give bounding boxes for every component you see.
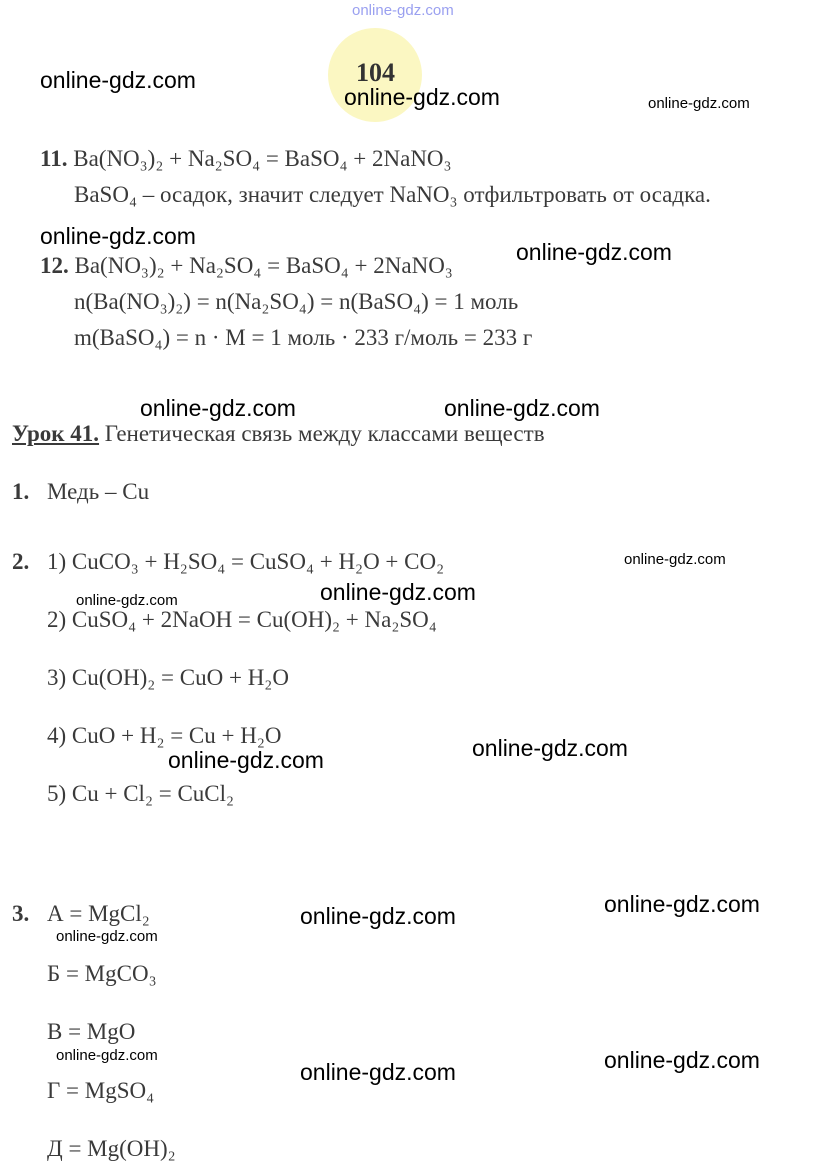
- watermark: online-gdz.com: [56, 1047, 158, 1064]
- task-2-step: 1) CuCO₃ + H₂SO₄ = CuSO₄ + H₂O + CO₂: [47, 549, 445, 574]
- watermark: online-gdz.com: [352, 2, 454, 19]
- page-number: 104: [356, 58, 395, 87]
- problem-12-mass: m(BaSO₄) = n · M = 1 моль · 233 г/моль = 233 г: [74, 325, 533, 350]
- lesson-title: Генетическая связь между классами веществ: [104, 421, 545, 446]
- task-2-step: 2) CuSO₄ + 2NaOH = Cu(OH)₂ + Na₂SO₄: [47, 607, 437, 632]
- watermark: online-gdz.com: [320, 579, 476, 605]
- task-3-answer: Б = MgCO₃: [47, 961, 157, 986]
- watermark: online-gdz.com: [76, 592, 178, 609]
- watermark: online-gdz.com: [624, 551, 726, 568]
- watermark: online-gdz.com: [648, 95, 750, 112]
- problem-number: 12.: [40, 253, 69, 278]
- problem-11-line: [40, 146, 452, 172]
- watermark: online-gdz.com: [300, 1059, 456, 1085]
- task-3-answer: В = MgO: [47, 1019, 136, 1044]
- watermark: online-gdz.com: [168, 747, 324, 773]
- watermark: online-gdz.com: [604, 1047, 760, 1073]
- watermark: online-gdz.com: [472, 735, 628, 761]
- equation: Ba(NO₃)₂ + Na₂SO₄ = BaSO₄ + 2NaNO₃: [73, 146, 452, 171]
- problem-12-moles: n(Ba(NO₃)₂) = n(Na₂SO₄) = n(BaSO₄) = 1 моль: [74, 289, 519, 314]
- task-2-number: 2.: [12, 549, 30, 574]
- lesson-label: Урок 41.: [12, 421, 100, 446]
- watermark: online-gdz.com: [56, 928, 158, 945]
- problem-12-line: [40, 253, 453, 279]
- task-2-step: 5) Cu + Cl₂ = CuCl₂: [47, 781, 235, 806]
- lesson-heading: [12, 421, 545, 447]
- problem-11-note: BaSO₄ – осадок, значит следует NaNO₃ отфильтровать от осадка.: [74, 182, 711, 207]
- task-1-answer: Медь – Cu: [47, 479, 150, 504]
- problem-number: 11.: [40, 146, 68, 171]
- task-3-number: 3.: [12, 901, 30, 926]
- watermark: online-gdz.com: [300, 903, 456, 929]
- equation: Ba(NO₃)₂ + Na₂SO₄ = BaSO₄ + 2NaNO₃: [74, 253, 453, 278]
- watermark: online-gdz.com: [344, 84, 500, 110]
- watermark: online-gdz.com: [604, 891, 760, 917]
- task-3-answer: Д = Mg(OH)₂: [47, 1136, 176, 1161]
- watermark: online-gdz.com: [140, 395, 296, 421]
- watermark: online-gdz.com: [516, 239, 672, 265]
- watermark: online-gdz.com: [40, 223, 196, 249]
- task-3-answer: Г = MgSO₄: [47, 1078, 155, 1103]
- task-1-number: 1.: [12, 479, 30, 504]
- watermark: online-gdz.com: [40, 67, 196, 93]
- task-2-step: 4) CuO + H₂ = Cu + H₂O: [47, 723, 282, 748]
- watermark: online-gdz.com: [444, 395, 600, 421]
- task-3-answer: А = MgCl₂: [47, 901, 150, 926]
- task-2-step: 3) Cu(OH)₂ = CuO + H₂O: [47, 665, 289, 690]
